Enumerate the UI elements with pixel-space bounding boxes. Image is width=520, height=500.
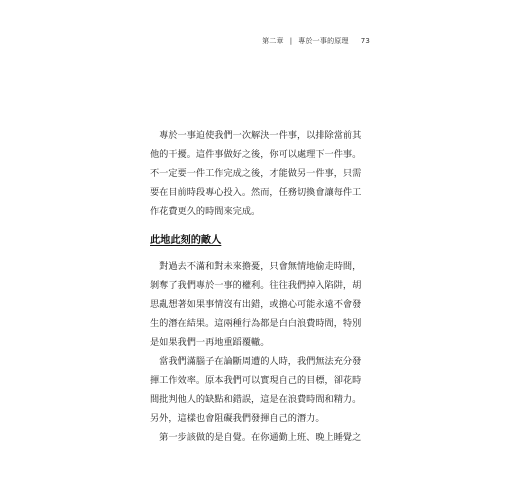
text-line: 生的潛在結果。這兩種行為都是白白浪費時間，特別 bbox=[150, 318, 362, 329]
text-line: 間批判他人的缺點和錯誤，這是在浪費時間和精力。 bbox=[150, 394, 362, 405]
text-line: 剝奪了我們專於一事的權利。往往我們掉入陷阱，胡 bbox=[150, 280, 362, 291]
text-line: 要在目前時段專心投入。然而，任務切換會讓每件工 bbox=[150, 187, 362, 198]
running-header bbox=[262, 36, 370, 46]
section-heading: 此地此刻的敵人 bbox=[150, 235, 222, 246]
header-separator: | bbox=[289, 37, 293, 45]
text-line: 專於一事迫使我們一次解決一件事，以排除當前其 bbox=[150, 130, 362, 141]
intro-paragraph bbox=[150, 126, 372, 221]
text-line: 作花費更久的時間來完成。 bbox=[150, 206, 261, 217]
chapter-title: 專於一事的原理 bbox=[298, 37, 349, 45]
text-line: 思亂想著如果事情沒有出錯，或擔心可能永遠不會發 bbox=[150, 299, 362, 310]
text-line: 不一定要一件工作完成之後，才能做另一件事，只需 bbox=[150, 168, 362, 179]
section-body bbox=[150, 257, 372, 447]
text-line: 揮工作效率。原本我們可以實現自己的目標，卻花時 bbox=[150, 375, 362, 386]
page-number: 73 bbox=[360, 37, 370, 45]
text-line: 另外，這樣也會阻礙我們發揮自己的潛力。 bbox=[150, 413, 325, 424]
chapter-label: 第二章 bbox=[262, 37, 284, 45]
text-line: 是如果我們一再地重蹈覆轍。 bbox=[150, 337, 270, 348]
text-line: 他的干擾。這件事做好之後，你可以處理下一件事。 bbox=[150, 149, 362, 160]
text-line: 對過去不滿和對未來擔憂，只會無情地偷走時間， bbox=[150, 261, 362, 272]
text-line: 第一步該做的是自覺。在你通勤上班、晚上睡覺之 bbox=[150, 432, 362, 443]
text-line: 當我們滿腦子在論斷周遭的人時，我們無法充分發 bbox=[150, 356, 362, 367]
